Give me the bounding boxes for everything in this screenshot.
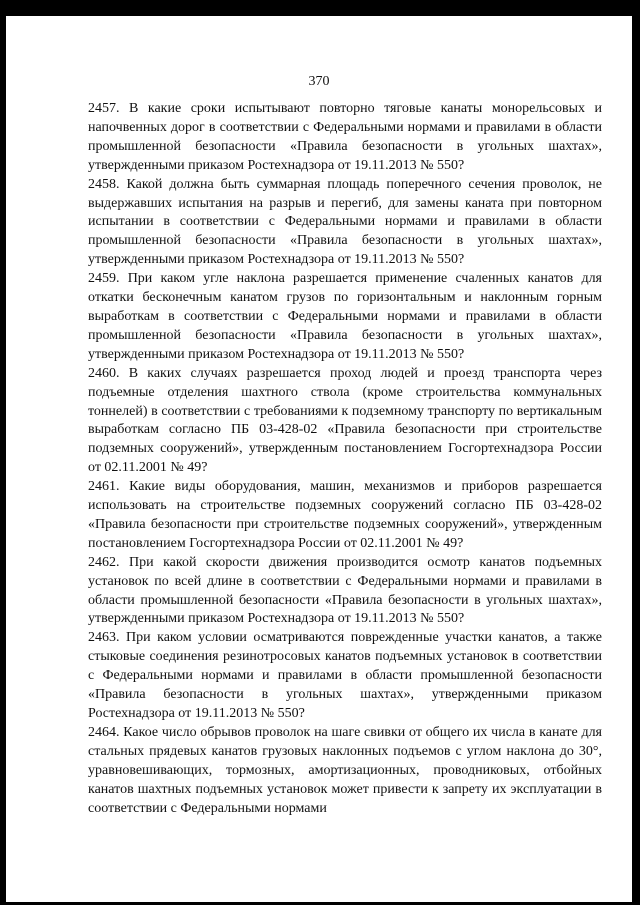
page-number: 370 bbox=[308, 74, 330, 89]
question-2457: 2457. В какие сроки испытывают повторно тяговые канаты монорельсовых и напочвенных дорог в соответствии с Федеральными нормами и правилами в области промышленной безопасности «Правила безопасности в угольных шахтах», утвержденными приказом Ростехнадзора от 19.11.2013 № 550? bbox=[88, 101, 602, 173]
question-2460: 2460. В каких случаях разрешается проход людей и проезд транспорта через подъемные отделения шахтного ствола (кроме строительства коммунальных тоннелей) в соответствии с требованиями к подземному транспорту по вертикальным выработкам согласно ПБ 03-428-02 «Правила безопасности при строительстве подземных сооружений», утвержденным постановлением Госгортехнадзора России от 02.11.2001 № 49? bbox=[88, 365, 602, 476]
question-2461: 2461. Какие виды оборудования, машин, механизмов и приборов разрешается использовать на строительстве подземных сооружений согласно ПБ 03-428-02 «Правила безопасности при строительстве подземных сооружений», утвержденным постановлением Госгортехнадзора России от 02.11.2001 № 49? bbox=[88, 479, 602, 551]
question-2459: 2459. При каком угле наклона разрешается применение счаленных канатов для откатки бесконечным канатом грузов по горизонтальным и наклонным горным выработкам в соответствии с Федеральными нормами и правилами в области промышленной безопасности «Правила безопасности в угольных шахтах», утвержденными приказом Ростехнадзора от 19.11.2013 № 550? bbox=[88, 271, 602, 362]
question-2463: 2463. При каком условии осматриваются поврежденные участки канатов, а также стыковые соединения резинотросовых канатов подъемных установок в соответствии с Федеральными нормами и правилами в области промышленной безопасности «Правила безопасности в угольных шахтах», утвержденными приказом Ростехнадзора от 19.11.2013 № 550? bbox=[88, 630, 602, 721]
question-2464: 2464. Какое число обрывов проволок на шаге свивки от общего их числа в канате для стальных прядевых канатов грузовых наклонных подъемов с углом наклона до 30°, уравновешивающих, тормозных, амортизационных, проводниковых, отбойных канатов шахтных подъемных установок может привести к запрету их эксплуатации в соответствии с Федеральными нормами bbox=[88, 724, 602, 816]
question-list bbox=[88, 100, 602, 818]
question-2458: 2458. Какой должна быть суммарная площадь поперечного сечения проволок, не выдержавших испытания на разрыв и перегиб, для замены каната при повторном испытании в соответствии с Федеральными нормами и правилами в области промышленной безопасности «Правила безопасности в угольных шахтах», утвержденными приказом Ростехнадзора от 19.11.2013 № 550? bbox=[88, 176, 602, 268]
document-page bbox=[6, 16, 632, 902]
question-2462: 2462. При какой скорости движения производится осмотр канатов подъемных установок по всей длине в соответствии с Федеральными нормами и правилами в области промышленной безопасности «Правила безопасности в угольных шахтах», утвержденными приказом Ростехнадзора от 19.11.2013 № 550? bbox=[88, 554, 602, 627]
